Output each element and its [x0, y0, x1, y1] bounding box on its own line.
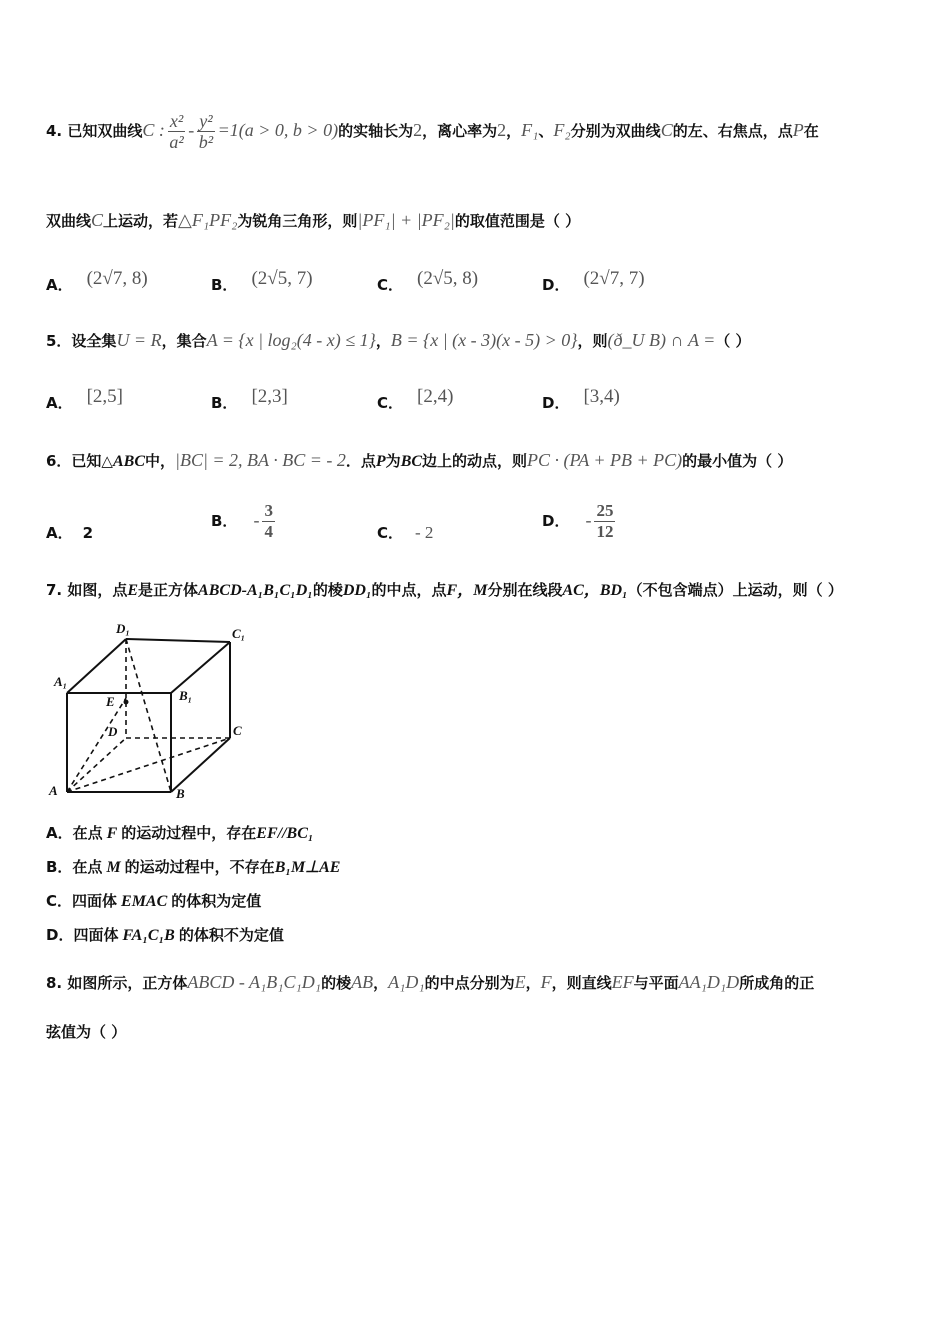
q7-stem-f: （不包含端点）上运动，则（ ）	[627, 581, 843, 599]
q4-P: P	[792, 120, 804, 140]
q5-option-c: C． [2,4)	[377, 386, 454, 412]
q4-text-real-axis: 的实轴长为	[338, 122, 414, 140]
q7-choice-b: B．在点 M 的运动过程中，不存在B₁M⊥AE	[46, 858, 341, 876]
q4-F2: F₂	[553, 120, 571, 140]
q8-line1	[46, 972, 910, 993]
q6-text-edge: 边上的动点，则	[422, 452, 528, 470]
q8-E: E	[514, 972, 526, 992]
q4-text-on: 在	[803, 122, 819, 140]
q6-option-c: C． - 2	[377, 523, 434, 542]
q4-option-a: A． (2√7, 8)	[46, 268, 148, 294]
q8-plane: AA₁D₁D	[678, 972, 740, 992]
q8-line2: 弦值为（ ）	[46, 1023, 127, 1041]
q7-choice-d: D．四面体 FA₁C₁B 的体积不为定值	[46, 926, 284, 944]
q4-val-e: 2	[497, 120, 507, 140]
q7-stem-b: 是正方体	[138, 581, 199, 599]
q4-option-d: D． (2√7, 7)	[542, 268, 645, 294]
q8-text-plane: 与平面	[633, 974, 679, 992]
label-D1: D₁	[116, 621, 130, 636]
edge-B-C	[171, 738, 230, 792]
q8-A1D1: A₁D₁	[388, 972, 425, 992]
q6-text-point: ．点	[345, 452, 376, 470]
q4-text-acute: 为锐角三角形，则	[237, 212, 358, 230]
label-D: D	[108, 724, 118, 739]
q8-text-line: ，则直线	[551, 974, 612, 992]
diag-D1-B-dashed	[126, 639, 171, 792]
q7-stem-d: 的中点，点	[371, 581, 447, 599]
q8-text-edge: 的棱	[321, 974, 352, 992]
q4-line1	[46, 102, 910, 158]
q4-text-move: 上运动，若	[103, 212, 179, 230]
q4-text-ecc: ，离心率为	[422, 122, 498, 140]
q5-text-then: ，则	[577, 332, 608, 350]
point-E	[124, 700, 129, 705]
q4-curve-C: C :	[142, 120, 165, 140]
q4-line2	[46, 210, 910, 231]
edge-A1-D1	[67, 639, 126, 693]
q5-option-d: D． [3,4)	[542, 386, 620, 412]
q4-eq-cond: =1(a > 0, b > 0)	[217, 120, 339, 140]
q8-comma: ，	[373, 974, 389, 992]
q4-comma: ，	[506, 122, 522, 140]
q8-AB: AB	[351, 972, 374, 992]
q7-choice-a: A．在点 F 的运动过程中，存在EF//BC₁	[46, 824, 314, 842]
q6-text-min: 的最小值为（ ）	[682, 452, 793, 470]
q6-cond: |BC| = 2, BA · BC = - 2	[175, 450, 346, 470]
q7-stem-c: 的棱	[312, 581, 343, 599]
label-B1: B₁	[179, 688, 193, 703]
q7-cube: ABCD-A₁B₁C₁D₁	[198, 582, 313, 599]
q5-option-b: B． [2,3]	[211, 386, 288, 412]
q6-prefix: 6．已知△	[46, 452, 113, 470]
q5-comma: ，	[375, 332, 391, 350]
q5-text-set: ，集合	[161, 332, 207, 350]
q4-expr: |PF₁| + |PF₂|	[357, 210, 455, 230]
q7-AC-BD1: AC，BD₁	[562, 582, 628, 599]
label-C1: C₁	[232, 626, 246, 641]
q5-prefix: 5．设全集	[46, 332, 117, 350]
q4-val-2a: 2	[413, 120, 423, 140]
q7-cube-figure	[46, 618, 256, 804]
q7-choice-c: C．四面体 EMAC 的体积为定值	[46, 892, 262, 910]
line-A-E-dashed	[67, 698, 126, 792]
q4-text-foci2: 的左、右焦点，点	[672, 122, 793, 140]
q4-text-range: 的取值范围是（ ）	[454, 212, 581, 230]
q5-setB: B = {x | (x - 3)(x - 5) > 0}	[390, 330, 578, 350]
q5-option-a: A． [2,5]	[46, 386, 124, 412]
q7-DD1: DD₁	[342, 582, 372, 599]
label-A1: A₁	[54, 674, 68, 689]
q8-F: F	[540, 972, 552, 992]
q6-option-a: A． 2	[46, 524, 94, 542]
q6-option-b: B． - $\frac{3}{4}$	[211, 501, 273, 541]
q7-FM: F，M	[446, 582, 488, 599]
q4-option-b: B． (2√5, 7)	[211, 268, 313, 294]
q5-line	[46, 330, 910, 351]
q6-BC: BC	[400, 453, 423, 470]
q4-C2: C	[660, 120, 673, 140]
q4-triangle: △F₁PF₂	[178, 210, 238, 230]
q5-U: U = R	[116, 330, 162, 350]
q4-frac-x: $\frac{\text{x²}}{\text{a²}}$	[169, 111, 184, 152]
label-C: C	[233, 723, 242, 738]
label-E: E	[106, 694, 115, 709]
q8-cube: ABCD - A₁B₁C₁D₁	[187, 972, 322, 992]
q8-prefix: 8. 如图所示，正方体	[46, 974, 188, 992]
q4-sep: 、	[538, 122, 554, 140]
q7-E: E	[127, 582, 139, 599]
q7-stem	[46, 580, 910, 601]
edge-D1-C1	[126, 639, 230, 642]
label-A: A	[49, 783, 58, 798]
q4-C3: C	[91, 210, 104, 230]
q6-P: P	[375, 453, 386, 470]
q4-F1: F₁	[521, 120, 539, 140]
q5-expr: (ð_U B) ∩ A =	[607, 330, 716, 350]
q4-prefix: 4. 已知双曲线	[46, 122, 143, 140]
q4-minus: -	[188, 120, 195, 140]
q6-line	[46, 450, 910, 472]
q4-frac-y: $\frac{\text{y²}}{\text{b²}}$	[198, 111, 214, 152]
q6-text-is: 为	[385, 452, 401, 470]
q8-text-angle: 所成角的正	[739, 974, 815, 992]
q8-EF: EF	[611, 972, 634, 992]
q6-expr: PC · (PA + PB + PC)	[527, 450, 683, 470]
q6-ABC: ABC	[112, 453, 145, 470]
q6-text-in: 中，	[145, 452, 176, 470]
q4-line2-prefix: 双曲线	[46, 212, 92, 230]
q7-stem-e: 分别在线段	[487, 581, 563, 599]
q8-text-mid: 的中点分别为	[424, 974, 515, 992]
edge-B1-C1	[171, 642, 230, 693]
q5-setA: A = {x | log₂(4 - x) ≤ 1}	[206, 330, 376, 350]
q4-text-foci: 分别为双曲线	[570, 122, 661, 140]
q7-stem-a: 7. 如图，点	[46, 581, 128, 599]
q5-paren: （ ）	[715, 332, 751, 350]
diag-A-C-dashed	[67, 738, 230, 792]
q6-option-d: D． - $\frac{25}{12}$	[542, 501, 614, 541]
q8-comma2: ，	[525, 974, 541, 992]
label-B: B	[176, 786, 185, 801]
q4-option-c: C． (2√5, 8)	[377, 268, 479, 294]
